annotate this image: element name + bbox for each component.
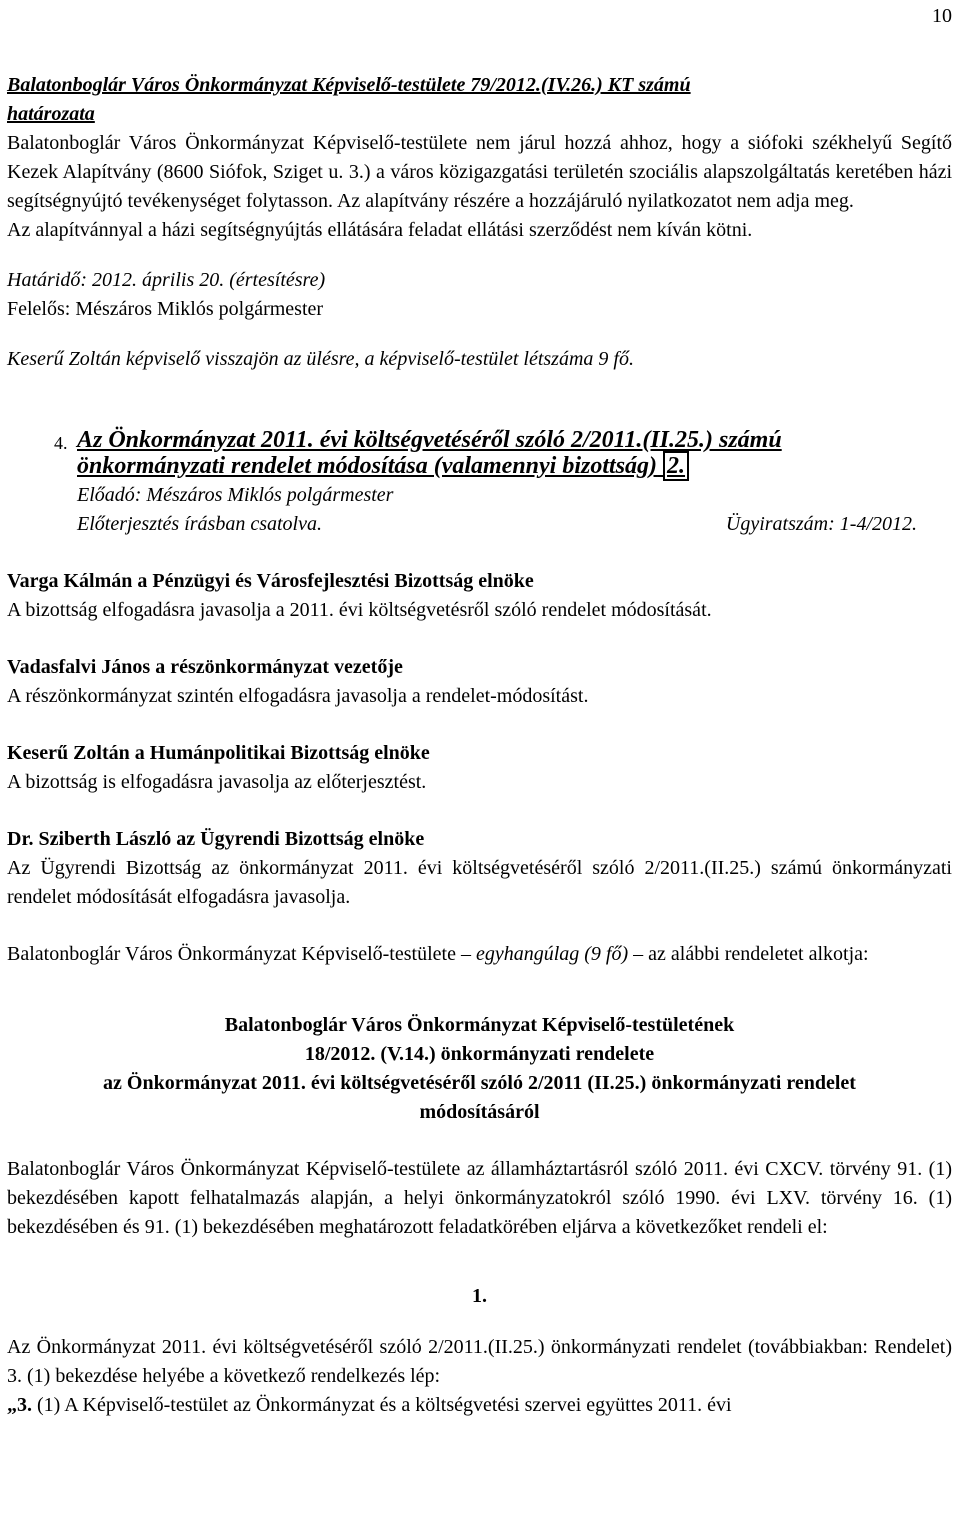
attendance-note: Keserű Zoltán képviselő visszajön az ülésre, a képviselő-testület létszáma 9 fő. — [7, 348, 634, 370]
opinion-text: A bizottság is elfogadásra javasolja az előterjesztést. — [7, 771, 427, 793]
agenda-item-title-line2 — [77, 453, 952, 479]
section-heading: 1. — [472, 1285, 487, 1307]
decision-heading-line2: határozata — [7, 103, 95, 125]
opinion-speaker: Dr. Sziberth László az Ügyrendi Bizottság elnöke — [7, 828, 425, 850]
decree-title-line2: 18/2012. (V.14.) önkormányzati rendelete — [304, 1043, 655, 1065]
section-text: Az Önkormányzat 2011. évi költségvetéséről szóló 2/2011.(II.25.) önkormányzati rendelet (továbbiakban: Rendelet) 3. (1) bekezdése helyébe a következő rendelkezés lép: — [7, 1336, 952, 1387]
document-page — [7, 0, 952, 1420]
decision-heading-line1: Balatonboglár Város Önkormányzat Képviselő-testülete 79/2012.(IV.26.) KT számú — [7, 74, 691, 96]
agenda-presenter: Előadó: Mészáros Miklós polgármester — [77, 484, 394, 506]
agenda-item-title-text: önkormányzati rendelet módosítása (valamennyi bizottság) — [77, 453, 658, 479]
decision-body-2: Az alapítvánnyal a házi segítségnyújtás ellátására feladat ellátási szerződést nem kíván kötni. — [7, 219, 753, 241]
agenda-item-title-box: 2. — [663, 451, 689, 481]
agenda-file-number: Ügyiratszám: 1-4/2012. — [725, 513, 917, 535]
decision-heading — [7, 71, 952, 129]
decree-title-line1: Balatonboglár Város Önkormányzat Képviselő-testületének — [224, 1014, 735, 1036]
agenda-meta-row — [77, 510, 917, 539]
preamble: Balatonboglár Város Önkormányzat Képviselő-testülete az államháztartásról szóló 2011. évi CXCV. törvény 91. (1) bekezdésében kapott felhatalmazás alapján, a helyi önkormányzatokról szóló 1990. évi LXV. törvény 16. (1) bekezdésében és 91. (1) bekezdésében meghatározott feladatkörében eljárva a következőket rendeli el: — [7, 1158, 952, 1238]
agenda-submission: Előterjesztés írásban csatolva. — [77, 513, 322, 535]
decree-title-line4: módosításáról — [419, 1101, 540, 1123]
vote-result: egyhangúlag (9 fő) — [475, 943, 629, 965]
vote-pre: Balatonboglár Város Önkormányzat Képviselő-testülete – — [7, 943, 471, 965]
decree-title — [7, 1011, 952, 1127]
quote-start: „3. — [7, 1394, 32, 1416]
opinion-text: A részönkormányzat szintén elfogadásra javasolja a rendelet-módosítást. — [7, 685, 589, 707]
vote-post: – az alábbi rendeletet alkotja: — [633, 943, 869, 965]
opinion-speaker: Keserű Zoltán a Humánpolitikai Bizottság elnöke — [7, 742, 430, 764]
agenda-item — [54, 427, 952, 539]
opinion-text: A bizottság elfogadásra javasolja a 2011. évi költségvetésről szóló rendelet módosítását. — [7, 599, 712, 621]
decision-deadline: Határidő: 2012. április 20. (értesítésre) — [7, 269, 326, 291]
page-number: 10 — [932, 5, 952, 27]
agenda-item-title-line1: Az Önkormányzat 2011. évi költségvetéséről szóló 2/2011.(II.25.) számú — [77, 427, 782, 453]
vote-statement — [7, 940, 952, 969]
quote-text: (1) A Képviselő-testület az Önkormányzat és a költségvetési szervei együttes 2011. évi — [37, 1394, 732, 1416]
decision-body: Balatonboglár Város Önkormányzat Képviselő-testülete nem járul hozzá ahhoz, hogy a siófoki székhelyű Segítő Kezek Alapítvány (8600 Siófok, Sziget u. 3.) a város közigazgatási területén szociális alapszolgáltatás keretében házi segítségnyújtó tevékenységet folytasson. Az alapítvány részére a hozzájáruló nyilatkozatot nem adja meg. — [7, 132, 952, 212]
opinion-speaker: Vadasfalvi János a részönkormányzat vezetője — [7, 656, 403, 678]
decision-responsible: Felelős: Mészáros Miklós polgármester — [7, 298, 324, 320]
quoted-provision — [7, 1391, 952, 1420]
opinion-speaker: Varga Kálmán a Pénzügyi és Városfejlesztési Bizottság elnöke — [7, 570, 534, 592]
agenda-item-number: 4. — [54, 433, 68, 453]
decree-title-line3: az Önkormányzat 2011. évi költségvetéséről szóló 2/2011 (II.25.) önkormányzati rendelet — [103, 1072, 856, 1094]
opinion-text: Az Ügyrendi Bizottság az önkormányzat 2011. évi költségvetéséről szóló 2/2011.(II.25.) számú önkormányzati rendelet módosítását elfogadásra javasolja. — [7, 857, 952, 908]
